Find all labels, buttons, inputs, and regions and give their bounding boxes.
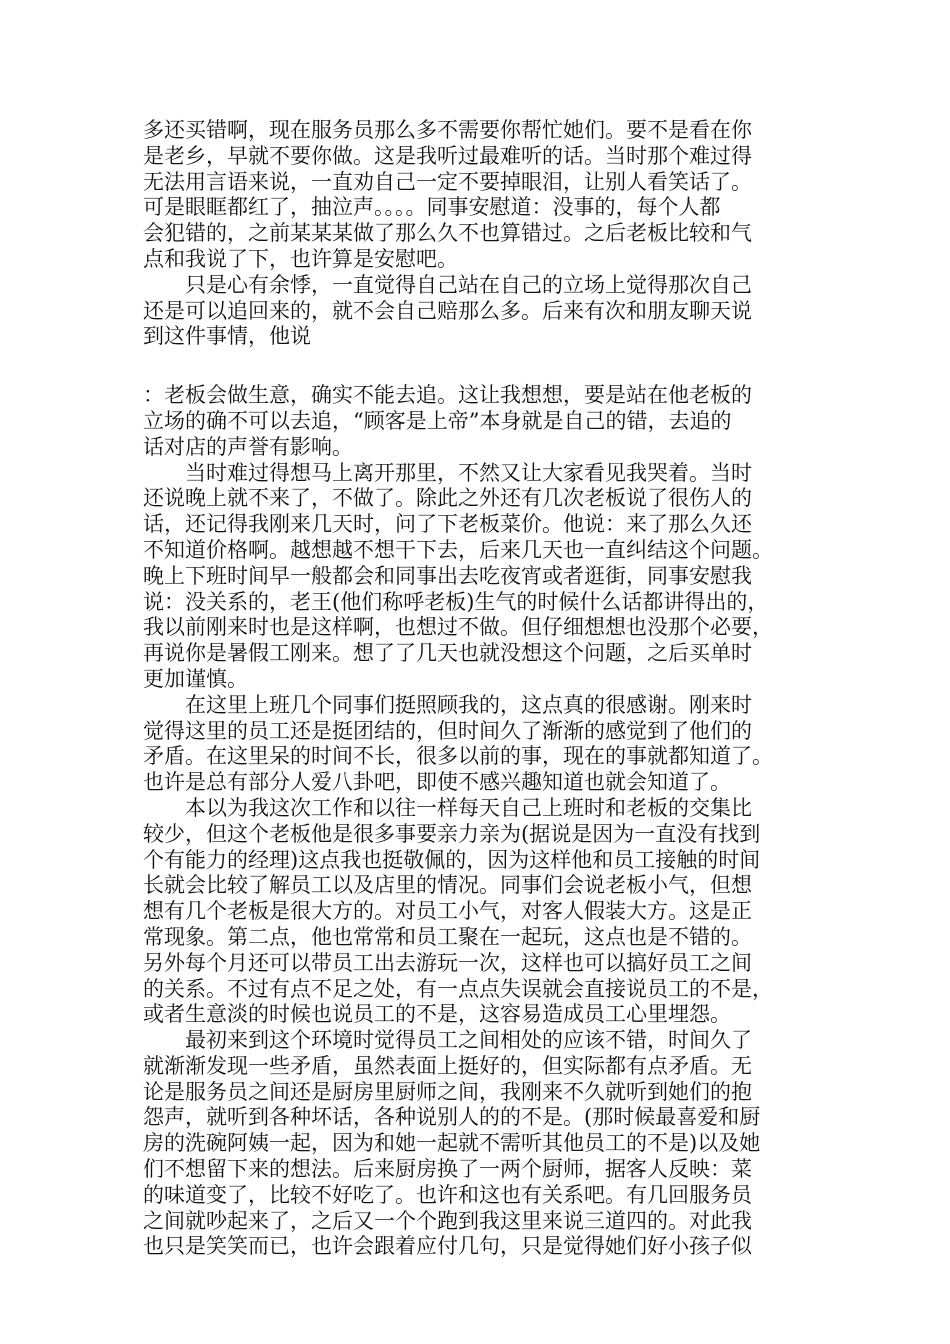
- text-line: 个有能力的经理)这点我也挺敬佩的，因为这样他和员工接触的时间: [143, 847, 761, 872]
- text-line: 还说晚上就不来了，不做了。除此之外还有几次老板说了很伤人的: [143, 486, 752, 511]
- text-line: 长就会比较了解员工以及店里的情况。同事们会说老板小气，但想: [143, 873, 752, 898]
- text-line: 更加谨慎。: [143, 666, 248, 691]
- blank-gap: [143, 350, 815, 383]
- text-line: 怨声，就听到各种坏话，各种说别人的的不是。(那时候最喜爱和厨: [143, 1105, 761, 1130]
- text-line: 也只是笑笑而已，也许会跟着应付几句，只是觉得她们好小孩子似: [143, 1234, 752, 1259]
- text-line: 的味道变了，比较不好吃了。也许和这也有关系吧。有几回服务员: [143, 1182, 752, 1207]
- text-line: 只是心有余悸，一直觉得自己站在自己的立场上觉得那次自己: [143, 272, 752, 297]
- document-body: [143, 118, 815, 1260]
- text-line: 会犯错的，之前某某某做了那么久不也算错过。之后老板比较和气: [143, 221, 752, 246]
- text-line: 晚上下班时间早一般都会和同事出去吃夜宵或者逛街，同事安慰我: [143, 563, 752, 588]
- text-line: 另外每个月还可以带员工出去游玩一次，这样也可以搞好员工之间: [143, 950, 752, 975]
- text-line: 到这件事情，他说: [143, 324, 311, 349]
- text-line: 较少，但这个老板他是很多事要亲力亲为(据说是因为一直没有找到: [143, 821, 761, 846]
- text-line: 的关系。不过有点不足之处，有一点点失误就会直接说员工的不是，: [143, 976, 773, 1001]
- text-line: 是老乡，早就不要你做。这是我听过最难听的话。当时那个难过得: [143, 143, 752, 168]
- text-line: 当时难过得想马上离开那里，不然又让大家看见我哭着。当时: [143, 460, 752, 485]
- text-line: 点和我说了下，也许算是安慰吧。: [143, 246, 458, 271]
- text-line: 想有几个老板是很大方的。对员工小气，对客人假装大方。这是正: [143, 899, 752, 924]
- text-line: 话对店的声誉有影响。: [143, 434, 353, 459]
- text-line: 矛盾。在这里呆的时间不长，很多以前的事，现在的事就都知道了。: [143, 744, 773, 769]
- text-line: 立场的确不可以去追，“顾客是上帝”本身就是自己的错，去追的: [143, 408, 732, 433]
- text-line: 在这里上班几个同事们挺照顾我的，这点真的很感谢。刚来时: [143, 692, 752, 717]
- text-line: 不知道价格啊。越想越不想干下去，后来几天也一直纠结这个问题。: [143, 537, 773, 562]
- text-line: 无法用言语来说，一直劝自己一定不要掉眼泪，让别人看笑话了。: [143, 169, 752, 194]
- text-line: 话，还记得我刚来几天时，问了下老板菜价。他说：来了那么久还: [143, 512, 752, 537]
- text-line: 我以前刚来时也是这样啊，也想过不做。但仔细想想也没那个必要，: [143, 615, 773, 640]
- text-line: 觉得这里的员工还是挺团结的，但时间久了渐渐的感觉到了他们的: [143, 718, 752, 743]
- text-line: ：老板会做生意，确实不能去追。这让我想想，要是站在他老板的: [143, 383, 752, 408]
- text-line: 也许是总有部分人爱八卦吧，即使不感兴趣知道也就会知道了。: [143, 770, 731, 795]
- text-line: 论是服务员之间还是厨房里厨师之间，我刚来不久就听到她们的抱: [143, 1079, 752, 1104]
- text-line: 最初来到这个环境时觉得员工之间相处的应该不错，时间久了: [143, 1028, 752, 1053]
- text-line: 多还买错啊，现在服务员那么多不需要你帮忙她们。要不是看在你: [143, 118, 752, 142]
- text-line: 本以为我这次工作和以往一样每天自己上班时和老板的交集比: [143, 795, 752, 820]
- text-line: 说：没关系的，老王(他们称呼老板)生气的时候什么话都讲得出的，: [143, 589, 769, 614]
- text-line: 之间就吵起来了，之后又一个个跑到我这里来说三道四的。对此我: [143, 1208, 752, 1233]
- text-line: 房的洗碗阿姨一起，因为和她一起就不需听其他员工的不是)以及她: [143, 1131, 761, 1156]
- text-line: 就渐渐发现一些矛盾，虽然表面上挺好的，但实际都有点矛盾。无: [143, 1053, 752, 1078]
- text-line: 可是眼眶都红了，抽泣声。。。。同事安慰道：没事的，每个人都: [143, 195, 721, 220]
- text-line: 们不想留下来的想法。后来厨房换了一两个厨师，据客人反映：菜: [143, 1157, 752, 1182]
- text-line: 常现象。第二点，他也常常和员工聚在一起玩，这点也是不错的。: [143, 924, 752, 949]
- text-line: 还是可以追回来的，就不会自己赔那么多。后来有次和朋友聊天说: [143, 298, 752, 323]
- text-line: 或者生意淡的时候也说员工的不是，这容易造成员工心里埋怨。: [143, 1002, 731, 1027]
- text-line: 再说你是暑假工刚来。想了了几天也就没想这个问题，之后买单时: [143, 641, 752, 666]
